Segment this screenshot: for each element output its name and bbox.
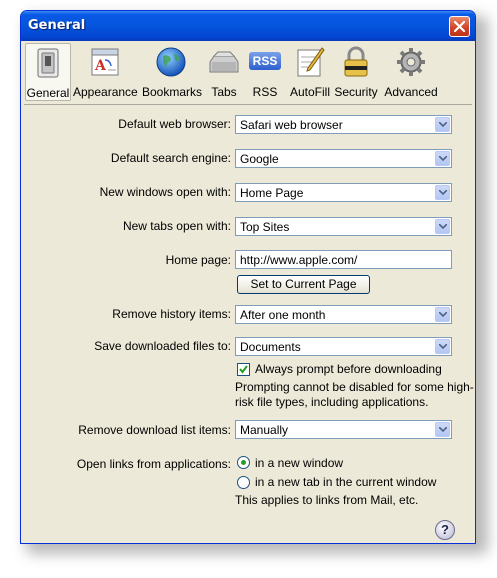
preferences-toolbar [24,41,472,105]
remove-download-value: Manually [240,423,289,437]
checkmark-icon [239,365,248,374]
prompt-note-line-2: risk file types, including applications. [235,395,429,409]
tab-appearance[interactable] [73,43,137,101]
default-browser-label: Default web browser: [118,117,231,131]
window-title: General [28,18,86,33]
preferences-window [20,10,476,544]
new-windows-select[interactable] [235,183,452,202]
new-windows-label: New windows open with: [99,185,231,199]
appearance-icon [89,46,121,78]
chevron-down-icon[interactable] [435,151,450,166]
tabs-icon [208,46,240,78]
remove-history-select[interactable] [235,305,452,324]
tab-bookmarks[interactable] [142,43,203,101]
close-icon [454,21,465,32]
title-bar[interactable] [21,11,475,41]
globe-icon [155,46,187,78]
chevron-down-icon[interactable] [435,422,450,437]
links-note: This applies to links from Mail, etc. [235,493,419,507]
default-browser-value: Safari web browser [240,118,343,132]
tab-advanced[interactable] [383,43,439,101]
tab-general[interactable] [25,43,71,101]
search-engine-select[interactable] [235,149,452,168]
new-tabs-select[interactable] [235,217,452,236]
help-button[interactable] [435,520,455,540]
radio-new-window-label[interactable]: in a new window [255,456,344,470]
remove-history-label: Remove history items: [112,307,231,321]
svg-text:A: A [95,58,106,74]
search-engine-label: Default search engine: [110,151,231,165]
tab-appearance-label: Appearance [73,85,138,99]
home-page-label: Home page: [165,253,231,267]
close-button[interactable] [449,16,470,37]
remove-history-value: After one month [240,308,326,322]
save-downloads-label: Save downloaded files to: [94,339,231,353]
new-windows-value: Home Page [240,186,304,200]
tab-autofill-label: AutoFill [289,85,330,99]
radio-new-tab[interactable] [237,476,250,489]
tab-bookmarks-label: Bookmarks [142,85,203,99]
tab-security[interactable] [334,43,378,101]
help-icon: ? [441,522,449,537]
tab-tabs[interactable] [206,43,242,101]
search-engine-value: Google [240,152,279,166]
tab-tabs-label: Tabs [211,85,237,99]
tab-rss-label: RSS [252,85,278,99]
always-prompt-label[interactable]: Always prompt before downloading [255,362,442,376]
new-tabs-value: Top Sites [240,220,290,234]
open-links-label: Open links from applications: [76,457,231,471]
chevron-down-icon[interactable] [435,339,450,354]
autofill-icon [294,46,326,78]
save-downloads-value: Documents [240,340,301,354]
general-pane [21,105,475,544]
gear-icon [395,46,427,78]
save-downloads-select[interactable] [235,337,452,356]
home-page-value: http://www.apple.com/ [240,253,358,267]
default-browser-select[interactable] [235,115,452,134]
rss-icon [249,52,281,70]
tab-rss[interactable] [247,43,283,101]
chevron-down-icon[interactable] [435,117,450,132]
tab-security-label: Security [334,85,378,99]
new-tabs-label: New tabs open with: [122,219,231,233]
chevron-down-icon[interactable] [435,307,450,322]
prompt-note-line-1: Prompting cannot be disabled for some high- [235,380,474,394]
chevron-down-icon[interactable] [435,219,450,234]
radio-selected-dot [241,460,246,465]
remove-download-label: Remove download list items: [78,423,231,437]
always-prompt-checkbox[interactable] [237,363,250,376]
chevron-down-icon[interactable] [435,185,450,200]
remove-download-select[interactable] [235,420,452,439]
home-page-field[interactable] [235,250,452,269]
general-switch-icon [32,47,64,79]
tab-general-label: General [26,86,70,100]
lock-icon [340,46,372,78]
tab-autofill[interactable] [289,43,331,101]
radio-new-tab-label[interactable]: in a new tab in the current window [255,475,437,489]
tab-advanced-label: Advanced [384,85,438,99]
rss-badge-text: RSS [252,54,278,68]
set-current-page-button[interactable]: Set to Current Page [237,275,370,294]
radio-new-window[interactable] [237,456,250,469]
